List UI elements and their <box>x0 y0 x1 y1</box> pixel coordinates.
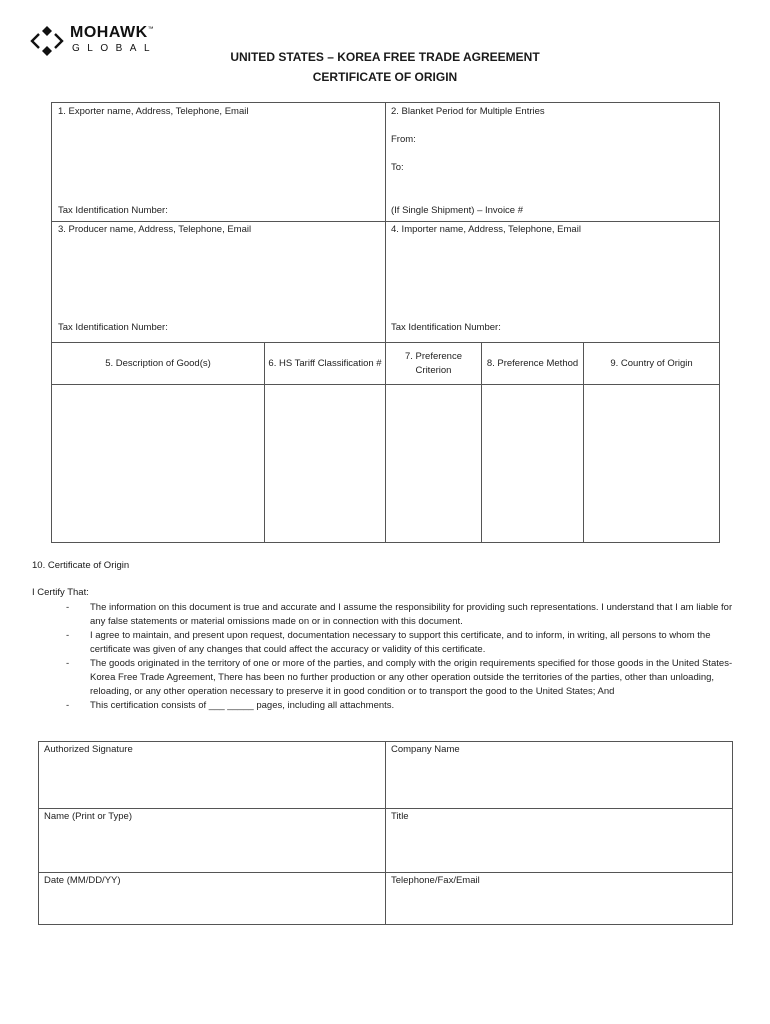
list-item: - I agree to maintain, and present upon request, documentation necessary to support this certificate, and to inform, in writing, all persons to whom the certificate was given of any changes that could affect the accuracy or validity of this certificate. <box>66 630 711 655</box>
certify-intro: I Certify That: <box>32 587 89 598</box>
column-header-country-of-origin: 9. Country of Origin <box>610 357 693 369</box>
certification-list <box>66 601 736 713</box>
column-header-hs-tariff: 6. HS Tariff Classification # <box>268 357 382 369</box>
document-title: UNITED STATES – KOREA FREE TRADE AGREEMENT <box>230 50 540 64</box>
description-cell[interactable] <box>52 385 264 542</box>
column-header-description: 5. Description of Good(s) <box>105 357 211 369</box>
from-label: From: <box>391 134 416 145</box>
producer-tax-label: Tax Identification Number: <box>58 322 168 333</box>
logo-wordmark: MOHAWK™ <box>70 24 155 41</box>
authorized-signature-input[interactable] <box>39 760 384 806</box>
invoice-input[interactable] <box>535 201 718 219</box>
hs-tariff-cell[interactable] <box>265 385 385 542</box>
preference-criterion-cell[interactable] <box>386 385 481 542</box>
preference-method-cell[interactable] <box>482 385 583 542</box>
logo-subtitle: GLOBAL <box>72 43 158 54</box>
name-label: Name (Print or Type) <box>44 811 132 822</box>
importer-input[interactable] <box>386 240 718 318</box>
list-item: - This certification consists of ___ _____ pages, including all attachments. <box>66 700 395 711</box>
from-date-input[interactable] <box>420 130 718 150</box>
document-subtitle: CERTIFICATE OF ORIGIN <box>312 70 458 84</box>
importer-tax-label: Tax Identification Number: <box>391 322 501 333</box>
company-name-label: Company Name <box>391 744 460 755</box>
invoice-label: (If Single Shipment) – Invoice # <box>391 205 524 216</box>
authorized-signature-label: Authorized Signature <box>44 744 133 755</box>
date-label: Date (MM/DD/YY) <box>44 875 121 886</box>
exporter-input[interactable] <box>52 122 384 202</box>
contact-label: Telephone/Fax/Email <box>391 875 480 886</box>
name-input[interactable] <box>39 826 384 870</box>
date-input[interactable] <box>39 890 384 924</box>
country-of-origin-cell[interactable] <box>584 385 719 542</box>
column-header-preference-criterion: 7. Preference Criterion <box>404 350 463 376</box>
column-header-preference-method: 8. Preference Method <box>486 357 579 369</box>
blanket-period-label: 2. Blanket Period for Multiple Entries <box>391 106 545 117</box>
to-label: To: <box>391 162 404 173</box>
to-date-input[interactable] <box>410 158 718 178</box>
title-label: Title <box>391 811 409 822</box>
exporter-tax-label: Tax Identification Number: <box>58 205 168 216</box>
company-name-input[interactable] <box>386 760 732 806</box>
producer-label: 3. Producer name, Address, Telephone, Email <box>58 224 252 235</box>
certificate-section-title: 10. Certificate of Origin <box>32 560 130 571</box>
list-item: - The information on this document is true and accurate and I assume the responsibility for providing such representations. I understand that I am liable for any false statements or material omissions made on or in connection with this document. <box>66 602 733 627</box>
list-item: - The goods originated in the territory of one or more of the parties, and comply with the origin requirements specified for those goods in the United States-Korea Free Trade Agreement, There has been no further production or any other operation outside the territories of the parties, other than unloading, reloading, or any other operation necessary to preserve it in good condition or to transport the good to the United States; And <box>66 658 733 697</box>
importer-label: 4. Importer name, Address, Telephone, Email <box>391 224 581 235</box>
title-input[interactable] <box>386 826 732 870</box>
exporter-label: 1. Exporter name, Address, Telephone, Email <box>58 106 249 117</box>
contact-input[interactable] <box>386 890 732 924</box>
producer-input[interactable] <box>52 240 384 318</box>
